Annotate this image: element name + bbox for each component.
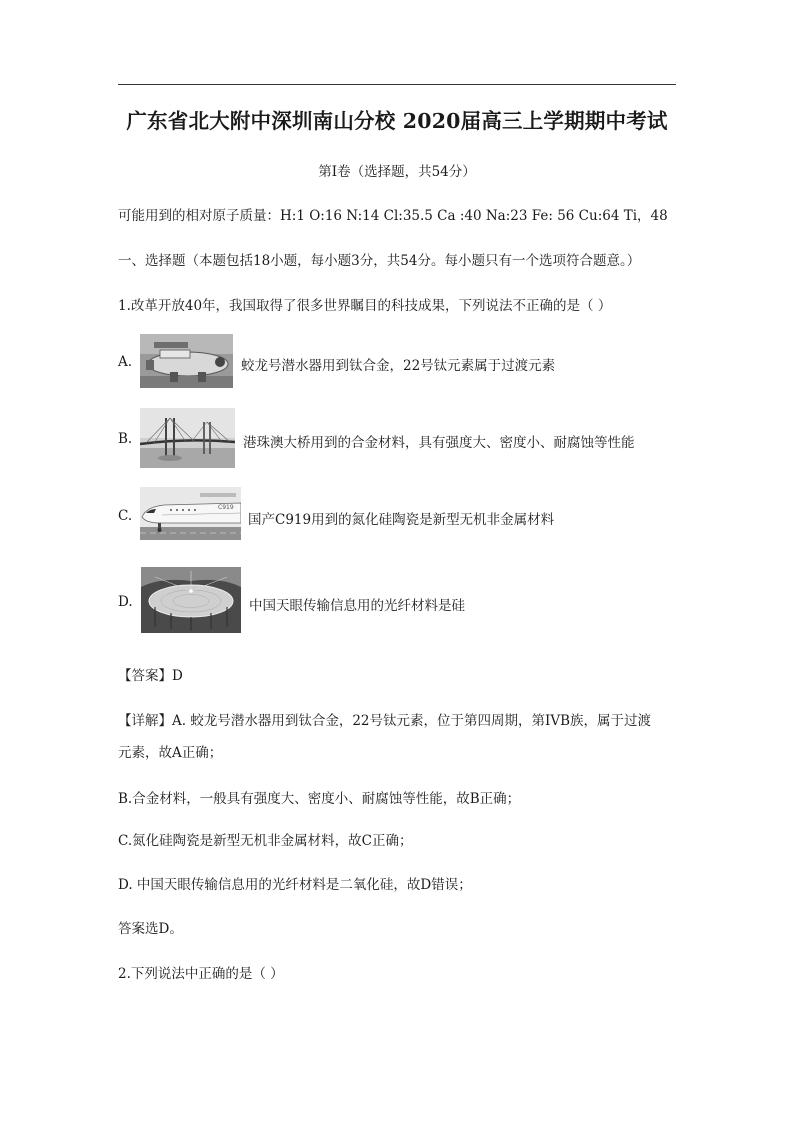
option-c-text: 国产C919用到的氮化硅陶瓷是新型无机非金属材料: [248, 512, 555, 528]
explanation-line-1: 【详解】A. 蛟龙号潜水器用到钛合金，22号钛元素，位于第四周期，第IVB族，属于过渡: [118, 713, 652, 729]
answer-line: 【答案】D: [118, 668, 183, 684]
option-d-label: D.: [118, 594, 133, 610]
airplane-image: [140, 487, 241, 540]
section-heading: 一、选择题（本题包括18小题，每小题3分，共54分。每小题只有一个选项符合题意。）: [118, 253, 641, 269]
document-subtitle: 第Ⅰ卷（选择题，共54分）: [318, 164, 476, 180]
telescope-image: [141, 567, 241, 633]
option-c-label: C.: [118, 508, 133, 524]
explanation-line-5: D. 中国天眼传输信息用的光纤材料是二氧化硅，故D错误；: [118, 877, 472, 893]
document-title: 广东省北大附中深圳南山分校 2020届高三上学期期中考试: [126, 109, 668, 133]
explanation-line-4: C.氮化硅陶瓷是新型无机非金属材料，故C正确；: [118, 833, 413, 849]
option-b-label: B.: [118, 431, 133, 447]
option-a-text: 蛟龙号潜水器用到钛合金，22号钛元素属于过渡元素: [241, 358, 556, 374]
plane-tail-text: C919: [218, 504, 234, 511]
option-b-text: 港珠澳大桥用到的合金材料，具有强度大、密度小、耐腐蚀等性能: [243, 435, 635, 451]
explanation-line-3: B.合金材料，一般具有强度大、密度小、耐腐蚀等性能，故B正确；: [118, 791, 521, 807]
header-rule: [118, 84, 676, 85]
option-d-text: 中国天眼传输信息用的光纤材料是硅: [249, 598, 465, 614]
question1-stem: 1.改革开放40年，我国取得了很多世界瞩目的科技成果，下列说法不正确的是（ ）: [118, 298, 612, 314]
explanation-line-2: 元素，故A正确；: [118, 745, 223, 761]
explanation-line-6: 答案选D。: [118, 921, 183, 937]
submarine-image: [140, 334, 233, 388]
question2-stem: 2.下列说法中正确的是（ ）: [118, 966, 284, 982]
option-a-label: A.: [118, 354, 133, 370]
atomic-masses: 可能用到的相对原子质量：H:1 O:16 N:14 Cl:35.5 Ca :40 Na:23 Fe: 56 Cu:64 Ti，48: [118, 208, 668, 224]
bridge-image: [140, 408, 235, 468]
